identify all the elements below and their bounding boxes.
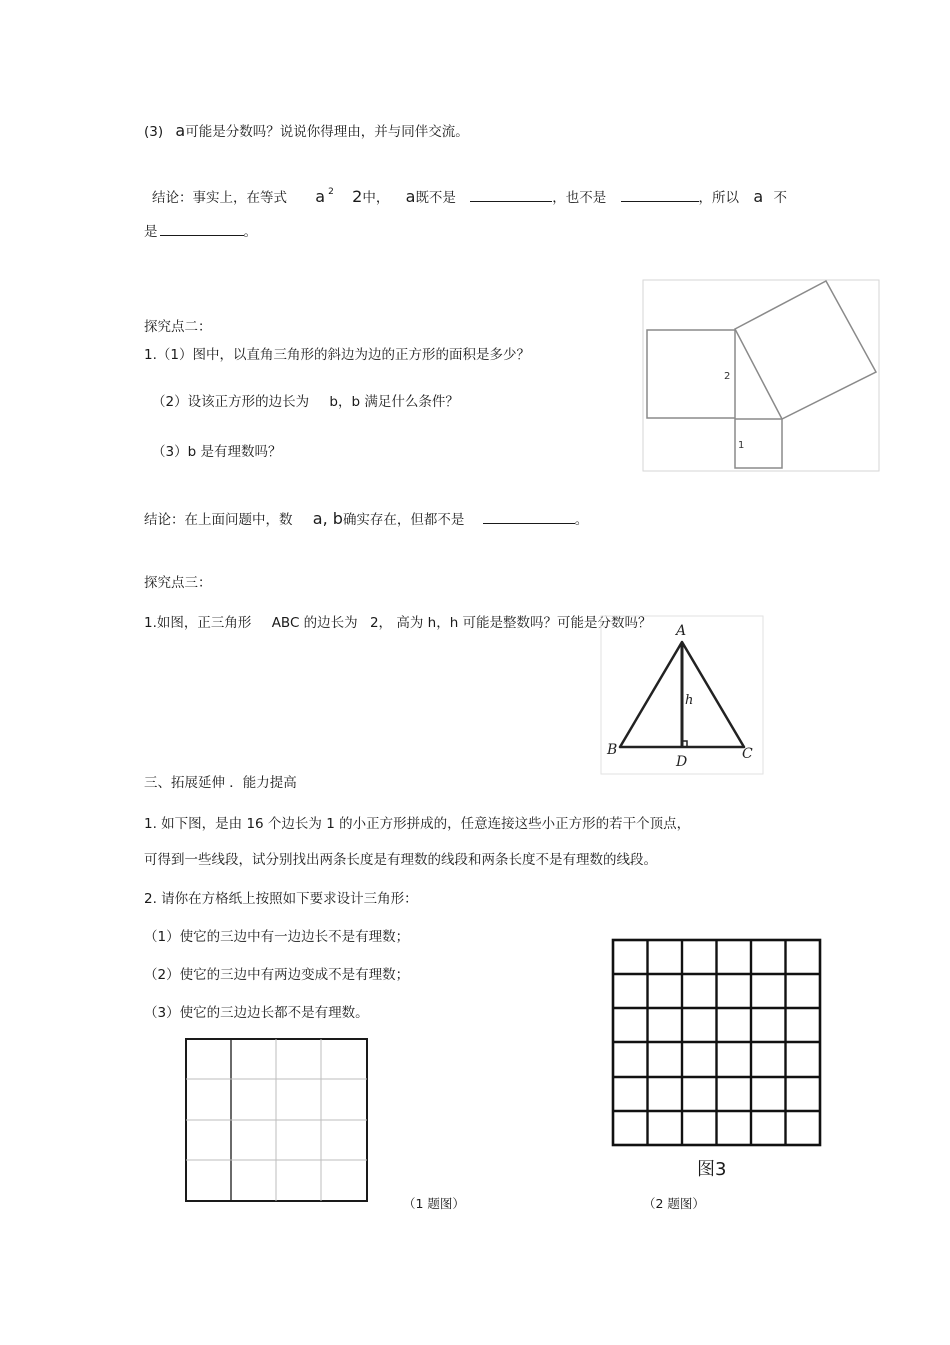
square-hypotenuse <box>735 281 876 419</box>
section-3-p2-3: （3）使它的三边边长都不是有理数。 <box>144 1005 369 1021</box>
conclusion-shi: 是 <box>144 224 158 240</box>
conclusion-1-line1 <box>152 187 787 206</box>
conclusion-2-mid: 确实存在，但都不是 <box>342 512 465 528</box>
blank-1[interactable] <box>470 187 552 202</box>
figure-frame <box>643 280 879 471</box>
explore-3-q1-abc: ABC <box>271 615 300 631</box>
variable-a: a <box>175 121 186 140</box>
caption-figure-1: （1 题图） <box>403 1196 465 1211</box>
vertex-b: B <box>607 742 618 758</box>
question-number: (3) <box>144 124 164 140</box>
question-text: 可能是分数吗？说说你得理由，并与同伴交流。 <box>185 124 469 140</box>
caption-figure-2: （2 题图） <box>643 1196 705 1211</box>
explore-3-q1-prefix: 1.如图，正三角形 <box>144 615 252 631</box>
conclusion-1-line2 <box>144 221 257 240</box>
conclusion-2-ab: a, b <box>312 509 343 528</box>
conclusion-2 <box>144 509 588 528</box>
equation-a: a <box>315 187 326 206</box>
explore-2-q2-suffix: 满足什么条件？ <box>364 394 459 410</box>
point-d: D <box>676 754 688 770</box>
conclusion-zhong: 中， <box>362 190 390 206</box>
variable-a-2: a <box>405 187 416 206</box>
explore-2-q2 <box>152 396 459 410</box>
grid-4x4 <box>185 1038 369 1203</box>
grid-6x6 <box>611 938 822 1148</box>
conclusion-end: 。 <box>243 224 257 240</box>
section-3-p2-1: （1）使它的三边中有一边边长不是有理数； <box>144 929 410 945</box>
section-3-p1-line2: 可得到一些线段，试分别找出两条长度是有理数的线段和两条长度不是有理数的线段。 <box>144 852 657 868</box>
conclusion-yebushi: ，也不是 <box>552 190 607 206</box>
explore-2-q1: 1.（1）图中，以直角三角形的斜边为边的正方形的面积是多少？ <box>144 347 530 363</box>
pythagoras-figure <box>642 279 880 472</box>
conclusion-2-end: 。 <box>574 512 589 528</box>
explore-3-title: 探究点三： <box>144 575 212 591</box>
explore-2-q3: （3）b 是有理数吗？ <box>152 444 282 460</box>
blank-3[interactable] <box>160 221 244 236</box>
explore-3-q1-two: 2， <box>369 615 393 631</box>
equation-value: 2 <box>352 187 363 206</box>
figure-3-label: 图3 <box>697 1159 727 1180</box>
vertex-a: A <box>676 623 687 639</box>
section-3-title: 三、拓展延伸 ．能力提高 <box>144 775 297 791</box>
square-side-2 <box>647 330 735 418</box>
conclusion-prefix: 结论：事实上，在等式 <box>152 190 287 206</box>
blank-4[interactable] <box>483 509 575 524</box>
explore-3-q1-rest: 高为 h，h 可能是整数吗？可能是分数吗？ <box>396 615 652 631</box>
question-3 <box>144 123 469 140</box>
section-3-p1-line1: 1. 如下图，是由 16 个边长为 1 的小正方形拼成的，任意连接这些小正方形的若干个顶点， <box>144 816 691 832</box>
blank-2[interactable] <box>621 187 699 202</box>
label-2: 2 <box>724 371 731 382</box>
explore-2-q2-prefix: （2）设该正方形的边长为 <box>152 394 310 410</box>
explore-2-title: 探究点二： <box>144 319 212 335</box>
conclusion-suoyi: ，所以 <box>698 190 740 206</box>
conclusion-jibushi: 既不是 <box>415 190 456 206</box>
variable-a-3: a <box>753 187 764 206</box>
conclusion-2-prefix: 结论：在上面问题中，数 <box>144 512 293 528</box>
label-1: 1 <box>738 440 745 451</box>
conclusion-bu: 不 <box>773 190 787 206</box>
section-3-p2: 2. 请你在方格纸上按照如下要求设计三角形： <box>144 891 418 907</box>
explore-3-q1 <box>144 617 652 631</box>
triangle-figure <box>600 615 765 775</box>
explore-2-q2-b: b，b <box>329 394 361 410</box>
explore-3-q1-mid: 的边长为 <box>303 615 358 631</box>
section-3-p2-2: （2）使它的三边中有两边变成不是有理数； <box>144 967 410 983</box>
equation-exponent: 2 <box>328 187 334 197</box>
height-h: h <box>685 693 694 708</box>
vertex-c: C <box>742 746 753 762</box>
